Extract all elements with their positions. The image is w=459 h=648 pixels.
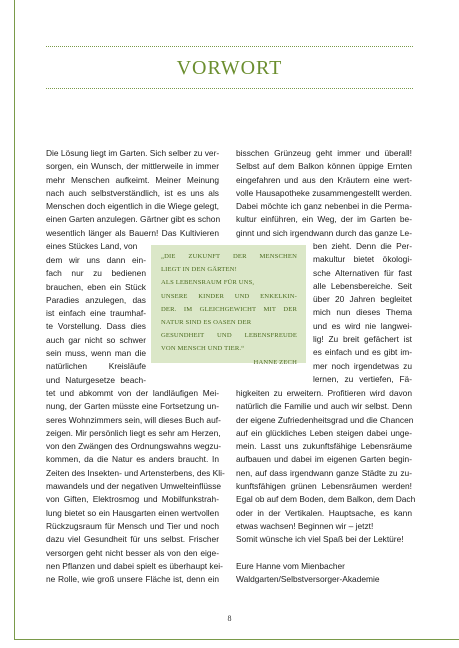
left-column-bottom xyxy=(46,387,225,586)
text-line: lig! Zu breit gefächert ist xyxy=(313,334,412,345)
text-line: aufbauen und dabei im eigenen Garten begin- xyxy=(236,454,412,465)
pull-quote-box xyxy=(151,245,306,366)
text-line: über 20 Jahren begleitet xyxy=(313,294,412,305)
text-line: wesentlich länger als Bauern! Das Kultivieren xyxy=(46,227,219,238)
text-line: makultur bietet ökologi- xyxy=(313,254,412,265)
signature-line: Waldgarten/Selbstversorger-Akademie xyxy=(236,574,380,585)
text-line: Zeiten des Insekten- und Artensterbens, des Kli- xyxy=(46,467,225,478)
text-line: oder in der Vertikalen. Hauptsache, es kann xyxy=(236,507,412,518)
right-column-top xyxy=(236,147,412,240)
text-line: sein muss, wenn man die xyxy=(46,348,146,359)
signature-line: Eure Hanne vom Mienbacher xyxy=(236,560,345,571)
left-column-narrow xyxy=(46,254,146,387)
text-line: sorgen, ein Wunsch, der mittlerweile in immer xyxy=(46,161,219,172)
text-line: von Giften, Elektrosmog und Mobilfunkstrah- xyxy=(46,494,219,505)
text-line xyxy=(236,547,412,560)
pull-quote xyxy=(161,250,297,369)
text-line: dem wir uns dann ein- xyxy=(46,255,146,265)
text-line: Paradies anzulegen, das xyxy=(46,294,146,305)
text-line: kultur einführen, ein Weg, der im Garten be- xyxy=(236,214,412,225)
text-line: nach auch selbstverständlich, ist es uns als xyxy=(46,187,219,198)
text-line: Selbst auf dem Balkon können üppige Ernten xyxy=(236,161,412,172)
left-column-top xyxy=(46,147,219,253)
text-line: lung bietet so ein Hausgarten einen wertvollen xyxy=(46,507,219,518)
title-rule-top xyxy=(46,46,413,47)
quote-line: NATUR SIND ES OASEN DER xyxy=(161,319,252,327)
title-rule-bottom xyxy=(46,88,413,89)
text-line: einen Garten anzulegen. Gärtner gibt es schon xyxy=(46,214,221,225)
quote-line: VON MENSCH UND TIER.“ xyxy=(161,345,245,353)
text-line: ben zieht. Denn die Per- xyxy=(313,241,412,251)
text-line: te Vorstellung. Dass dies xyxy=(46,321,146,332)
text-line: dazu viel Gesundheit für uns selbst. Frischer xyxy=(46,534,219,545)
text-line: der eigene Zufriedenheitsgrad und die Chancen xyxy=(236,414,414,425)
text-line: etwas wachsen! Beginnen wir – jetzt! xyxy=(236,520,374,531)
text-line: mich nun dieses Thema xyxy=(313,307,412,318)
text-line: eingefahren und aus den Kräutern eine wert- xyxy=(236,174,412,185)
text-line: tet und abkommt von der landläufigen Mei- xyxy=(46,388,219,398)
text-line: kunftsfähigen grünen Lebensräumen werden! xyxy=(236,481,412,492)
text-line: es einfach und es gibt im- xyxy=(313,347,412,358)
quote-line: DER. IM GLEICHGEWICHT MIT DER xyxy=(161,305,297,313)
text-line: Egal ob auf dem Boden, dem Balkon, dem Dach xyxy=(236,494,416,505)
text-line: kommen, da die Natur es anders braucht. In xyxy=(46,454,219,465)
text-line: higkeiten zu erweitern. Profitieren wird davon xyxy=(236,388,412,398)
right-column-bottom xyxy=(236,387,416,586)
text-line: Rückzugsraum für Mensch und Tier und noch xyxy=(46,520,219,531)
quote-line: LIEGT IN DEN GÄRTEN! xyxy=(161,266,237,274)
text-line: nung, der Garten müsste eine Fortsetzung un- xyxy=(46,401,219,412)
text-line: seres Wohnzimmers sein, will dieses Buch auf- xyxy=(46,414,221,425)
text-line: nen Pflanzen und dabei spielt es überhaupt kei- xyxy=(46,560,223,571)
page-title: VORWORT xyxy=(176,57,283,79)
text-line: ginnt und sich irgendwann durch das ganze Le- xyxy=(236,227,412,238)
text-line: zeigen. Mir persönlich liegt es sehr am Herzen, xyxy=(46,427,221,438)
text-line: mehr Menschen aufkeimt. Meiner Meinung xyxy=(46,174,219,185)
text-line: lernen, zu vertiefen, Fä- xyxy=(313,373,412,384)
text-line: ist einfach eine traumhaf- xyxy=(46,308,146,319)
text-line: ne Rolle, wie groß unsere Fläche ist, denn ein xyxy=(46,574,219,585)
text-line: mein. Lasst uns zukunftsfähige Lebensräume xyxy=(236,441,412,452)
text-line: nen, auf dass irgendwann ganze Städte zu zu- xyxy=(236,467,412,478)
text-line: volle Hausapotheke zusammengestellt werden. xyxy=(236,187,412,198)
text-line: mawandels und der negativen Umwelteinflüsse xyxy=(46,481,222,492)
text-line: Menschen doch eigentlich in die Wiege gelegt, xyxy=(46,201,219,212)
quote-author: HANNE ZECH xyxy=(253,358,297,366)
text-line: von den Zwängen des Ordnungswahns wegzu- xyxy=(46,441,222,452)
right-column-narrow xyxy=(313,240,412,386)
text-line: bisschen Grünzeug geht immer und überall! xyxy=(236,148,412,158)
text-line: eines Stückes Land, von xyxy=(46,241,138,252)
text-line: Dabei möchte ich ganz nebenbei in die Perma- xyxy=(236,201,412,212)
text-line: auch gar nicht so schwer xyxy=(46,334,146,345)
text-line: brauchen, eben ein Stück xyxy=(46,281,146,292)
text-line: natürlich die Familie und auch wir selbst. Denn xyxy=(236,401,412,412)
quote-line: ALS LEBENSRAUM FÜR UNS, xyxy=(161,279,255,287)
page-number: 8 xyxy=(227,614,232,623)
text-line: auf ein glückliches Leben steigen dabei unge- xyxy=(236,427,412,438)
text-line: sche Alternativen für fast xyxy=(313,267,412,278)
text-line: alle Lebensbereiche. Seit xyxy=(313,280,412,291)
text-line: versorgen geht nicht besser als von den eige- xyxy=(46,547,219,558)
text-line: fach nur zu bedienen xyxy=(46,268,146,279)
text-line: natürlichen Kreisläufe xyxy=(46,361,146,372)
text-line: mer noch irgendetwas zu xyxy=(313,360,412,371)
quote-line: UNSERE KINDER UND ENKELKIN- xyxy=(161,292,297,300)
text-line: und Naturgesetze beach- xyxy=(46,374,146,385)
text-line: Die Lösung liegt im Garten. Sich selber zu ver- xyxy=(46,148,220,158)
quote-line: „DIE ZUKUNFT DER MENSCHEN xyxy=(161,253,297,260)
text-line: und es wird nie langwei- xyxy=(313,320,412,331)
quote-line: GESUNDHEIT UND LEBENSFREUDE xyxy=(161,332,297,340)
text-line: Somit wünsche ich viel Spaß bei der Lektüre! xyxy=(236,534,404,545)
